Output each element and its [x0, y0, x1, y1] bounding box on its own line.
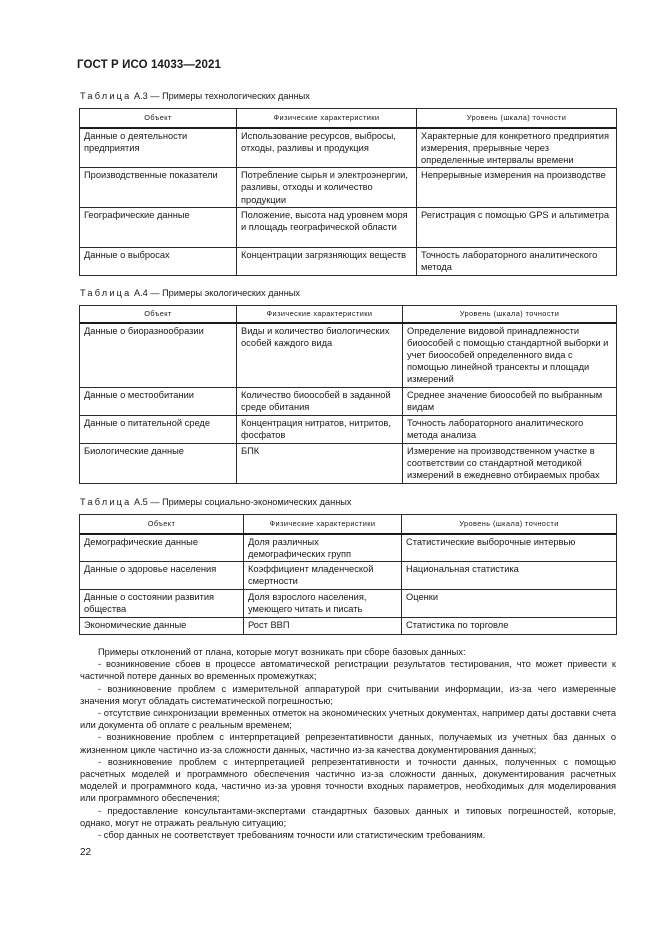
table-cell: Использование ресурсов, выбросы, отходы, разливы и продукция — [237, 128, 417, 168]
table-a3-col-physical: Физические характеристики — [237, 109, 417, 128]
table-cell: Биологические данные — [80, 443, 237, 483]
table-a3-header-row — [80, 109, 617, 128]
table-cell: Доля различных демографических групп — [244, 534, 402, 562]
table-cell: БПК — [237, 443, 403, 483]
table-a5-col-object: Объект — [80, 515, 244, 534]
body-intro: Примеры отклонений от плана, которые могут возникать при сборе базовых данных: — [98, 647, 466, 657]
table-row — [80, 618, 617, 635]
table-a4-col-physical: Физические характеристики — [237, 306, 403, 323]
table-row — [80, 208, 617, 248]
table-row — [80, 562, 617, 590]
body-bullet: - отсутствие синхронизации временных отметок на экономических учетных документах, например даты доставки счета или документа об оплате с реальным временем; — [80, 708, 616, 731]
body-bullet: - возникновение проблем с интерпретацией репрезентативности данных, получаемых из учетных баз данных о жизненном цикле частично из-за сложности данных, частично из-за качества документирования данных; — [80, 732, 616, 755]
table-row — [80, 168, 617, 208]
table-a5-caption — [80, 497, 351, 507]
table-a3-caption — [80, 91, 310, 101]
table-cell: Измерение на производственном участке в соответствии со стандартной методикой измерений в ежедневно отбираемых пробах — [403, 443, 617, 483]
table-cell: Данные о деятельности предприятия — [80, 128, 237, 168]
table-a5-header-row — [80, 515, 617, 534]
table-cell: Коэффициент младенческой смертности — [244, 562, 402, 590]
table-a4-caption-text: А.4 — Примеры экологических данных — [131, 288, 300, 298]
table-a5-col-physical: Физические характеристики — [244, 515, 402, 534]
document-header: ГОСТ Р ИСО 14033—2021 — [77, 59, 222, 71]
table-cell: Непрерывные измерения на производстве — [417, 168, 617, 208]
table-cell: Доля взрослого населения, умеющего читать и писать — [244, 590, 402, 618]
table-cell: Экономические данные — [80, 618, 244, 635]
table-cell: Статистика по торговле — [402, 618, 617, 635]
table-a3-caption-text: А.3 — Примеры технологических данных — [131, 91, 310, 101]
table-a5-caption-word: Таблица — [80, 497, 132, 507]
table-row — [80, 248, 617, 276]
body-text — [80, 646, 616, 841]
table-cell: Производственные показатели — [80, 168, 237, 208]
table-a4 — [79, 305, 617, 484]
table-cell: Количество биоособей в заданной среде обитания — [237, 387, 403, 415]
table-cell: Данные о местообитании — [80, 387, 237, 415]
body-bullet: - сбор данных не соответствует требованиям точности или статистическим требованиям. — [98, 830, 486, 841]
table-cell: Точность лабораторного аналитического метода анализа — [403, 415, 617, 443]
table-cell: Демографические данные — [80, 534, 244, 562]
table-cell: Данные о питательной среде — [80, 415, 237, 443]
table-a4-col-accuracy: Уровень (шкала) точности — [403, 306, 617, 323]
table-cell: Данные о выбросах — [80, 248, 237, 276]
table-cell: Среднее значение биоособей по выбранным видам — [403, 387, 617, 415]
table-row — [80, 443, 617, 483]
body-bullet: - предоставление консультантами-экспертами стандартных базовых данных и типовых погрешностей, которые, однако, могут не отражать реальную ситуацию; — [80, 805, 616, 828]
table-cell: Потребление сырья и электроэнергии, разливы, отходы и количество продукции — [237, 168, 417, 208]
table-row — [80, 534, 617, 562]
table-a4-header-row — [80, 306, 617, 323]
table-cell: Географические данные — [80, 208, 237, 248]
table-cell: Концентрация нитратов, нитритов, фосфатов — [237, 415, 403, 443]
table-cell: Концентрации загрязняющих веществ — [237, 248, 417, 276]
table-a5 — [79, 514, 617, 635]
table-a5-col-accuracy: Уровень (шкала) точности — [402, 515, 617, 534]
table-cell: Положение, высота над уровнем моря и площадь географической области — [237, 208, 417, 248]
table-cell: Национальная статистика — [402, 562, 617, 590]
table-row — [80, 323, 617, 388]
table-a4-caption — [80, 288, 300, 298]
table-a3-col-accuracy: Уровень (шкала) точности — [417, 109, 617, 128]
table-a3-col-object: Объект — [80, 109, 237, 128]
page-number: 22 — [80, 847, 92, 858]
table-cell: Характерные для конкретного предприятия измерения, прерывные через определенные интервалы времени — [417, 128, 617, 168]
body-bullet: - возникновение проблем с интерпретацией репрезентативности и точности данных, полученных с помощью расчетных моделей и программного обеспечения частично из-за сложности данных, документирования расчетных моделей и программного кода, частично из-за уровня точности входных параметров, необходимых для моделирования или программного обеспечения; — [80, 756, 616, 804]
table-cell: Данные о состоянии развития общества — [80, 590, 244, 618]
body-bullet: - возникновение проблем с измерительной аппаратурой при считывании информации, из-за чего измеренные значения могут обладать систематической погрешностью; — [80, 683, 616, 706]
table-a3-caption-word: Таблица — [80, 91, 132, 101]
table-cell: Рост ВВП — [244, 618, 402, 635]
table-a4-caption-word: Таблица — [80, 288, 132, 298]
table-a5-caption-text: А.5 — Примеры социально-экономических данных — [131, 497, 352, 507]
table-cell: Данные о биоразнообразии — [80, 323, 237, 388]
table-cell: Оценки — [402, 590, 617, 618]
table-row — [80, 387, 617, 415]
body-bullet: - возникновение сбоев в процессе автоматической регистрации результатов тестирования, что может привести к частичной потере данных во временных промежутках; — [80, 659, 616, 682]
table-row — [80, 590, 617, 618]
table-cell: Виды и количество биологических особей каждого вида — [237, 323, 403, 388]
table-cell: Точность лабораторного аналитического метода — [417, 248, 617, 276]
table-a3 — [79, 108, 617, 276]
table-cell: Данные о здоровье населения — [80, 562, 244, 590]
table-row — [80, 128, 617, 168]
table-cell: Статистические выборочные интервью — [402, 534, 617, 562]
table-row — [80, 415, 617, 443]
table-cell: Регистрация с помощью GPS и альтиметра — [417, 208, 617, 248]
table-a4-col-object: Объект — [80, 306, 237, 323]
table-cell: Определение видовой принадлежности биоособей с помощью стандартной выборки и учет биоособей определенного вида с помощью линейной трансекты и площади измерений — [403, 323, 617, 388]
